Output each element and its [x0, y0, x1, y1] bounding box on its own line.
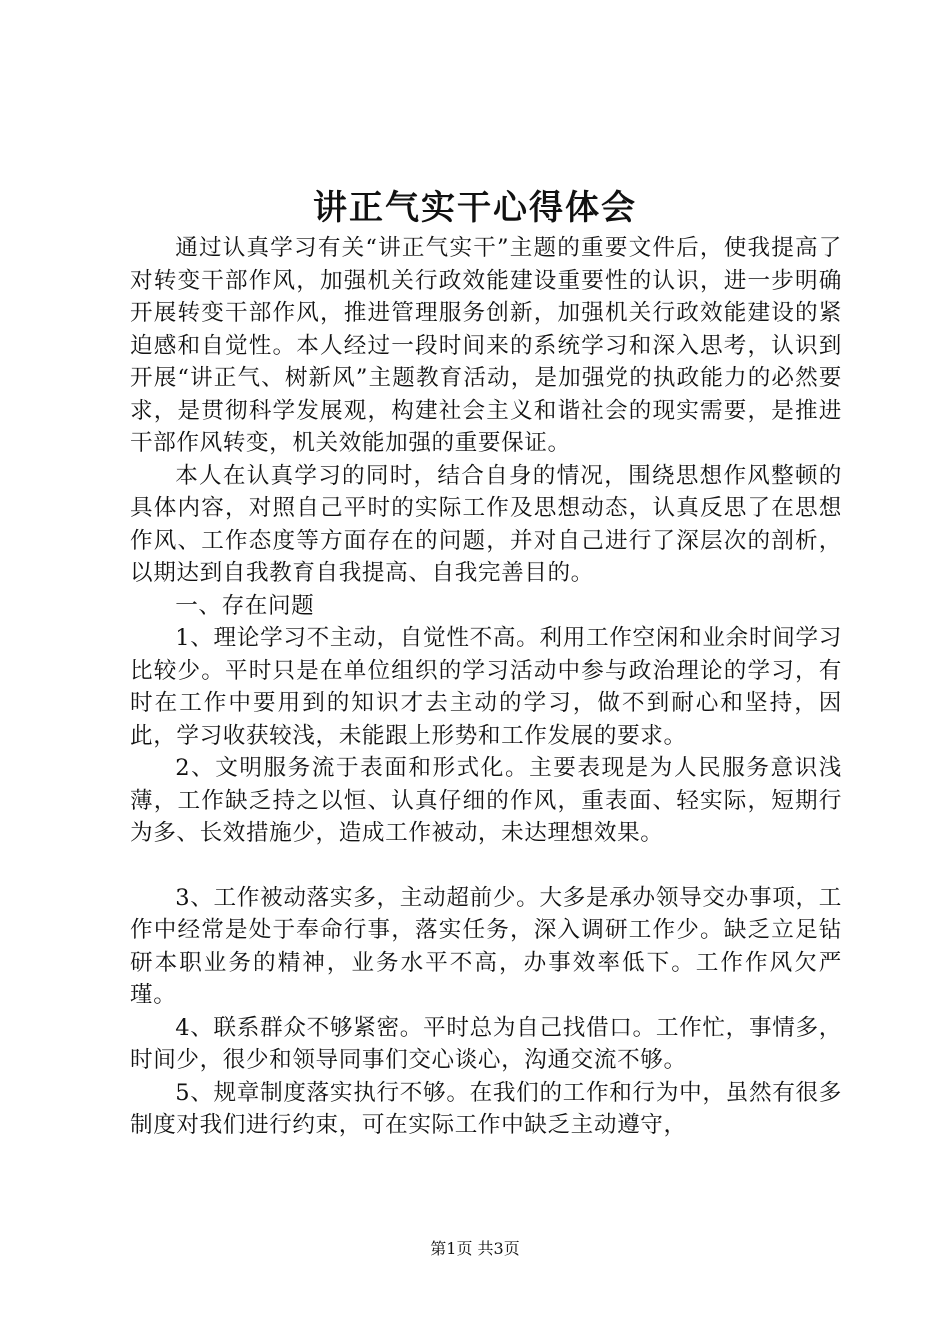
- section-heading-problems: 一、存在问题: [175, 592, 315, 619]
- paragraph-problem-3: 3、工作被动落实多，主动超前少。大多是承办领导交办事项，工作中经常是处于奉命行事，落实任务，深入调研工作少。缺乏立足钻研本职业务的精神，业务水平不高，办事效率低下。工作作风欠严瑾。: [130, 884, 842, 1008]
- document-body: [130, 232, 842, 1142]
- paragraph-reflection: 本人在认真学习的同时，结合自身的情况，围绕思想作风整顿的具体内容，对照自己平时的实际工作及思想动态，认真反思了在思想作风、工作态度等方面存在的问题，并对自己进行了深层次的剖析，以期达到自我教育自我提高、自我完善目的。: [130, 462, 842, 586]
- page-footer: 第1页 共3页: [430, 1239, 520, 1258]
- paragraph-problem-5: 5、规章制度落实执行不够。在我们的工作和行为中，虽然有很多制度对我们进行约束，可在实际工作中缺乏主动遵守，: [130, 1079, 842, 1138]
- document-title: 讲正气实干心得体会: [313, 188, 637, 228]
- paragraph-problem-2: 2、文明服务流于表面和形式化。主要表现是为人民服务意识浅薄，工作缺乏持之以恒、认真仔细的作风，重表面、轻实际，短期行为多、长效措施少，造成工作被动，未达理想效果。: [130, 755, 842, 846]
- paragraph-problem-4: 4、联系群众不够紧密。平时总为自己找借口。工作忙，事情多，时间少，很少和领导同事们交心谈心，沟通交流不够。: [130, 1014, 842, 1073]
- paragraph-intro: 通过认真学习有关“讲正气实干”主题的重要文件后，使我提高了对转变干部作风，加强机关行政效能建设重要性的认识，进一步明确开展转变干部作风，推进管理服务创新，加强机关行政效能建设的紧迫感和自觉性。本人经过一段时间来的系统学习和深入思考，认识到开展“讲正气、树新风”主题教育活动，是加强党的执政能力的必然要求，是贯彻科学发展观，构建社会主义和谐社会的现实需要，是推进干部作风转变，机关效能加强的重要保证。: [130, 235, 842, 456]
- paragraph-problem-1: 1、理论学习不主动，自觉性不高。利用工作空闲和业余时间学习比较少。平时只是在单位组织的学习活动中参与政治理论的学习，有时在工作中要用到的知识才去主动的学习，做不到耐心和坚持，因此，学习收获较浅，未能跟上形势和工作发展的要求。: [130, 625, 842, 749]
